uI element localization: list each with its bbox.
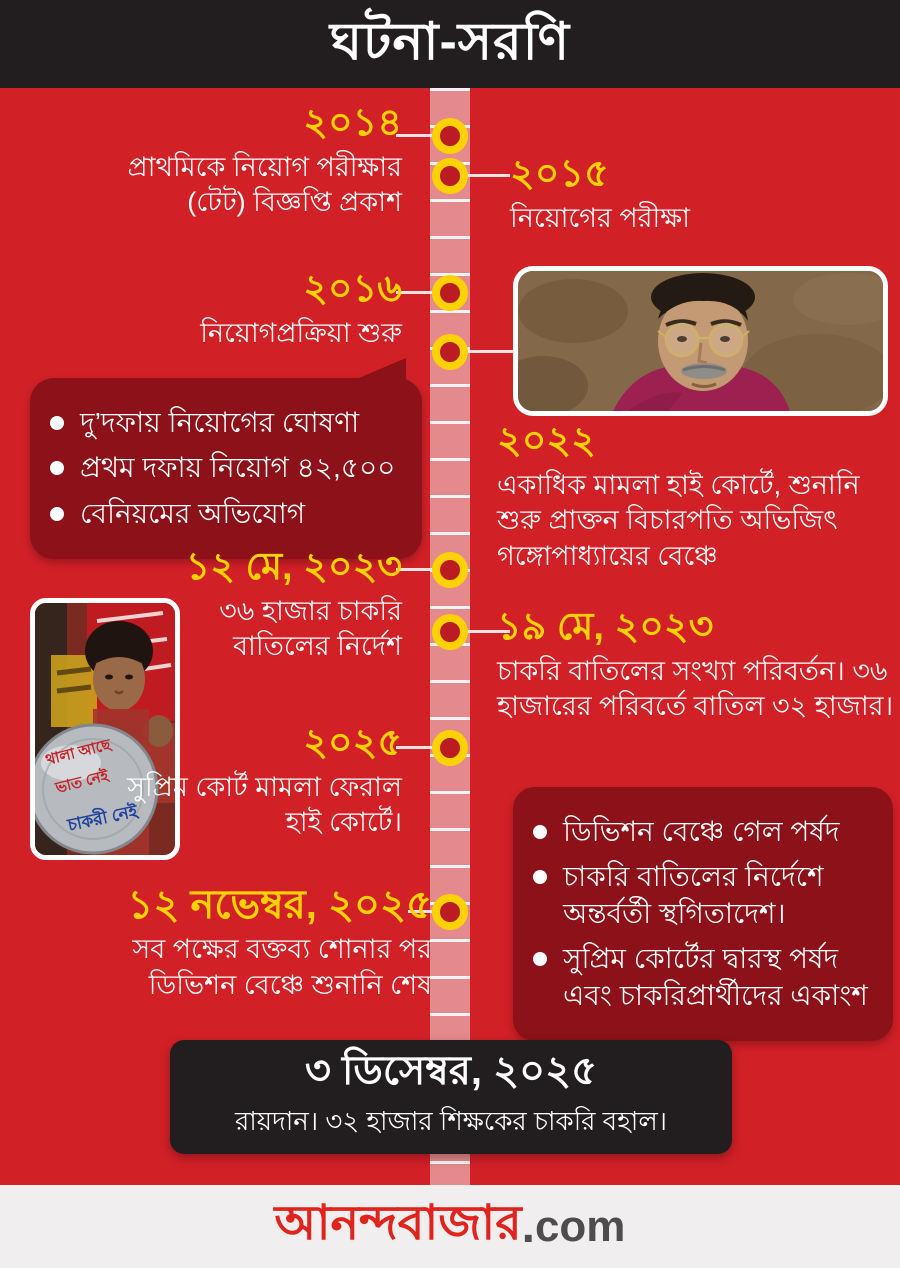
event-2025-year: ২০২৫ [303, 722, 402, 764]
event-12-nov-2025-year: ১২ নভেম্বর, ২০২৫ [127, 883, 432, 927]
event-2016 [72, 268, 402, 351]
event-2015-text: নিয়োগের পরীক্ষা [510, 202, 690, 233]
event-19-may-2023-text: চাকরি বাতিলের সংখ্যা পরিবর্তন। ৩৬ হাজারের পরিবর্তে বাতিল ৩২ হাজার। [497, 655, 894, 722]
timeline-node-2022 [432, 334, 468, 370]
event-2022-text: একাধিক মামলা হাই কোর্টে, শুনানি শুরু প্রাক্তন বিচারপতি অভিজিৎ গঙ্গোপাধ্যায়ের বেঞ্চে [497, 469, 860, 571]
event-2025 [122, 722, 402, 841]
bullet-dot-icon [50, 461, 64, 475]
timeline-node-2014 [432, 118, 468, 154]
timeline-node-19-may-2023 [432, 614, 468, 650]
callout-2025 [513, 787, 893, 1041]
callout-2016-item-1 [50, 405, 402, 441]
connector-2022-photo [468, 350, 514, 353]
timeline-node-2025 [432, 730, 468, 766]
event-2014-text: প্রাথমিকে নিয়োগ পরীক্ষার (টেট) বিজ্ঞপ্তি প্রকাশ [127, 151, 402, 218]
callout-2016 [30, 378, 422, 559]
callout-2025-item-1 [533, 814, 873, 850]
event-2015 [510, 153, 850, 236]
event-2015-year: ২০১৫ [510, 153, 609, 195]
callout-2025-item-3 [533, 941, 873, 1014]
connector-2015 [468, 174, 510, 177]
event-2016-year: ২০১৬ [303, 268, 402, 310]
bullet-dot-icon [533, 825, 547, 839]
timeline-node-12-may-2023 [432, 552, 468, 588]
event-19-may-2023-year: ১৯ মে, ২০২৩ [497, 606, 714, 648]
header-bar [0, 0, 900, 88]
event-19-may-2023 [497, 606, 897, 725]
callout-2016-tail [354, 358, 406, 380]
callout-2016-item-3 [50, 496, 402, 532]
bullet-dot-icon [50, 507, 64, 521]
event-12-may-2023-text: ৩৬ হাজার চাকরি বাতিলের নির্দেশ [219, 595, 402, 662]
event-2022-year: ২০২২ [497, 420, 596, 462]
callout-2025-item-3-text: সুপ্রিম কোর্টের দ্বারস্থ পর্ষদ এবং চাকরিপ্রার্থীদের একাংশ [563, 943, 868, 1011]
event-12-nov-2025 [32, 882, 432, 1003]
plate-text-line-1: থালা আছে [43, 736, 113, 769]
photo-judge [513, 266, 888, 416]
callout-2025-item-2 [533, 859, 873, 932]
footer-bar [0, 1185, 900, 1268]
event-12-nov-2025-text: সব পক্ষের বক্তব্য শোনার পর ডিভিশন বেঞ্চে শুনানি শেষ [132, 934, 432, 1000]
page-title: ঘটনা-সরণি [329, 12, 571, 71]
callout-2016-item-1-text: দু’দফায় নিয়োগের ঘোষণা [80, 407, 360, 438]
event-2014 [72, 102, 402, 221]
callout-2025-item-2-text: চাকরি বাতিলের নির্দেশে অন্তর্বর্তী স্থগিতাদেশ। [563, 861, 824, 929]
callout-2016-item-2-text: প্রথম দফায় নিয়োগ ৪২,৫০০ [80, 452, 396, 484]
verdict-box [170, 1040, 732, 1154]
brand-logo-tld: com [534, 1201, 626, 1251]
callout-2016-item-2 [50, 450, 402, 486]
event-2016-text: নিয়োগপ্রক্রিয়া শুরু [200, 317, 402, 348]
callout-2025-item-1-text: ডিভিশন বেঞ্চে গেল পর্ষদ [563, 816, 840, 847]
brand-logo-bengali: আনন্দবাজার [274, 1197, 522, 1250]
plate-text-line-2: ভাত নেই [53, 767, 111, 797]
bullet-dot-icon [533, 870, 547, 884]
timeline-node-2016 [432, 275, 468, 311]
bullet-dot-icon [533, 952, 547, 966]
verdict-text: রায়দান। ৩২ হাজার শিক্ষকের চাকরি বহাল। [234, 1106, 668, 1136]
plate-text-line-3: চাকরী নেই [65, 801, 140, 835]
photo-judge-illustration [518, 271, 883, 411]
timeline-node-2015 [432, 158, 468, 194]
callout-2016-item-3-text: বেনিয়মের অভিযোগ [80, 497, 306, 529]
bullet-dot-icon [50, 416, 64, 430]
event-12-may-2023-year: ১২ মে, ২০২৩ [185, 546, 402, 588]
event-2022 [497, 420, 897, 575]
event-2025-text: সুপ্রিম কোর্ট মামলা ফেরাল হাই কোর্টে। [127, 771, 402, 838]
verdict-date: ৩ ডিসেম্বর, ২০২৫ [304, 1049, 598, 1093]
brand-logo-dot: . [521, 1200, 535, 1253]
event-2014-year: ২০১৪ [303, 102, 402, 144]
timeline-node-12-nov-2025 [432, 894, 468, 930]
